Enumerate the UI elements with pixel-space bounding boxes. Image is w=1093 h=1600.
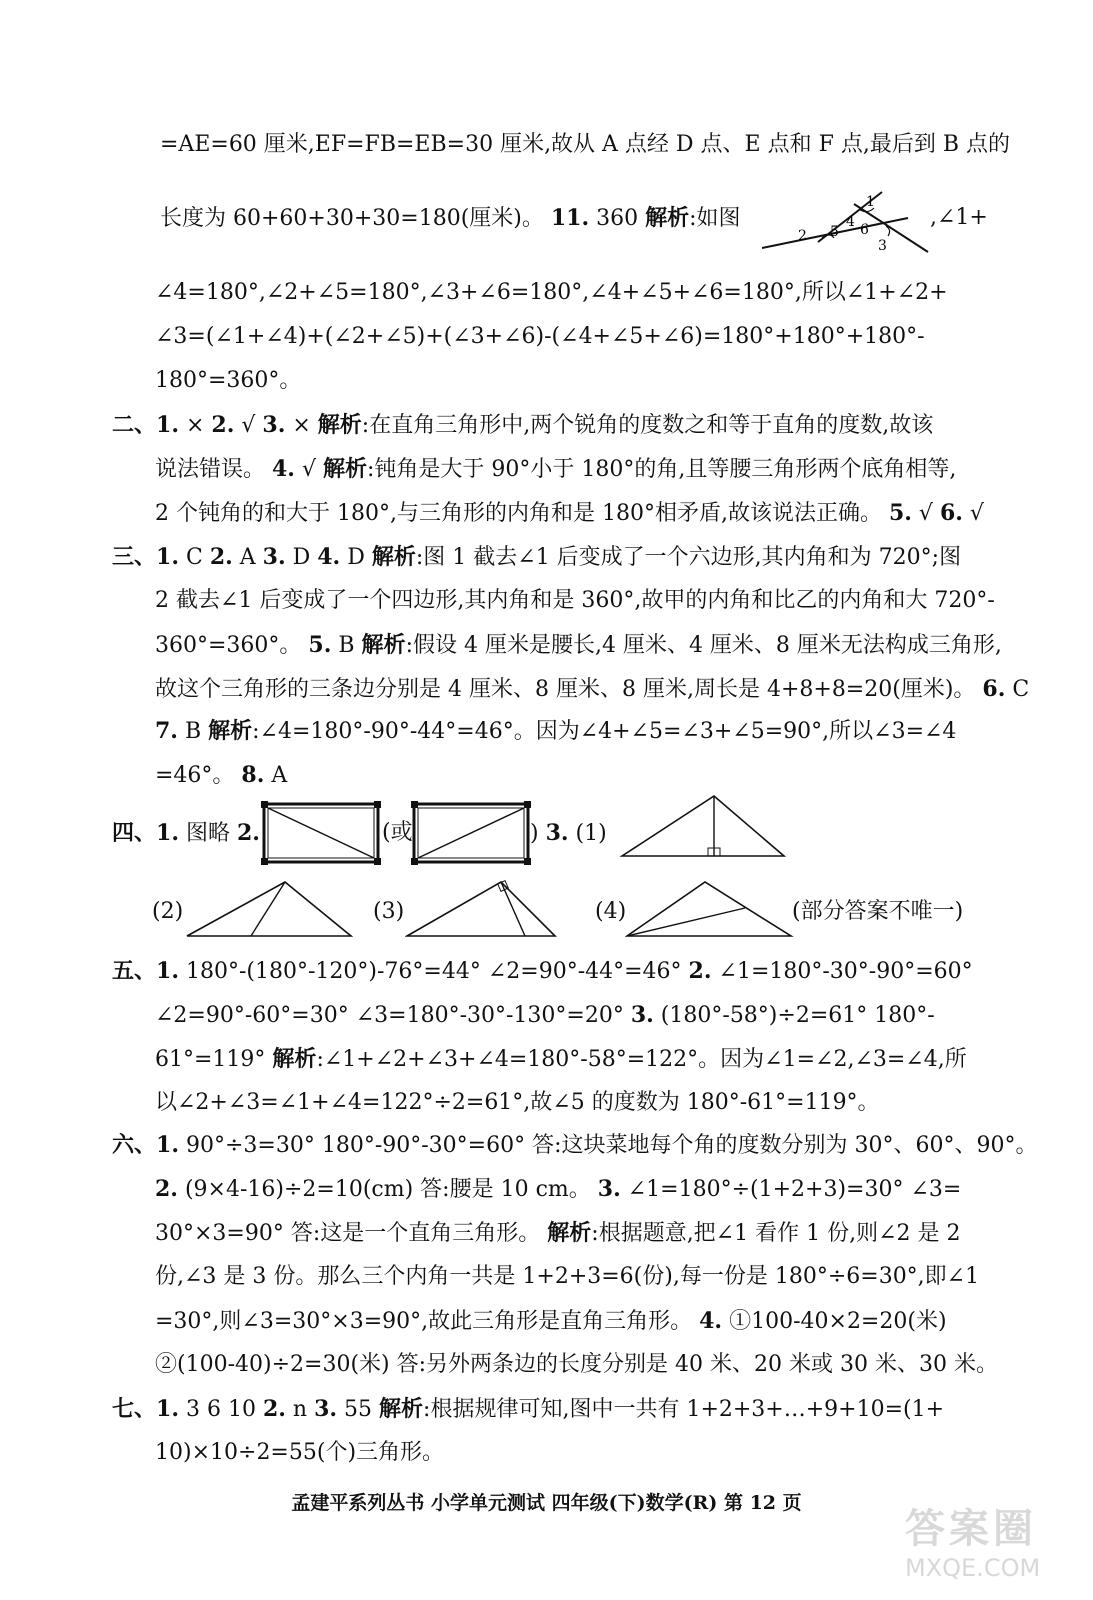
angle-label: 3 <box>878 238 887 254</box>
label-text: 2. <box>262 1396 286 1422</box>
angle-label: 4 <box>846 214 855 230</box>
body-text: ∠3=(∠1+∠4)+(∠2+∠5)+(∠3+∠6)-(∠4+∠5+∠6)=180°+180°+180°- <box>155 324 925 349</box>
body-text: ①100-40×2=20(米) <box>722 1309 947 1334</box>
label-text: 3. <box>262 544 286 570</box>
label-text: 1. <box>156 412 179 438</box>
figure-caption <box>152 897 183 927</box>
solution-line <box>155 498 984 529</box>
body-text: :如图 <box>689 206 741 231</box>
triangle-figure-4 <box>625 878 795 940</box>
solution-line <box>155 278 948 308</box>
body-text: 55 <box>337 1397 380 1422</box>
body-text: (或 <box>382 820 413 845</box>
body-text: 30°×3=90° 答:这是一个直角三角形。 <box>155 1221 548 1246</box>
label-text: 5. <box>308 632 332 658</box>
body-text: B <box>177 719 209 744</box>
label-text: 解析 <box>547 1220 592 1246</box>
body-text: :∠1+∠2+∠3+∠4=180°-58°=122°。因为∠1=∠2,∠3=∠4,所 <box>316 1047 967 1072</box>
label-text: 2. <box>688 958 712 984</box>
solution-line <box>155 1000 935 1031</box>
watermark-brand: 答案圈 <box>905 1506 1037 1552</box>
label-text: 6. <box>939 500 963 526</box>
body-text: :假设 4 厘米是腰长,4 厘米、4 厘米、8 厘米无法构成三角形, <box>405 633 1002 658</box>
angle-label: 5 <box>830 224 839 240</box>
solution-line <box>155 1218 961 1249</box>
solution-line <box>155 1306 947 1337</box>
body-text: 图略 <box>178 821 237 846</box>
body-text: n <box>285 1397 315 1422</box>
solution-line <box>112 410 933 441</box>
angle-label: 6 <box>860 222 869 238</box>
label-text: 解析 <box>317 412 362 438</box>
body-text: :∠4=180°-90°-44°=46°。因为∠4+∠5=∠3+∠5=90°,所以∠3=∠4 <box>252 719 957 744</box>
body-text: (2) <box>152 899 184 924</box>
body-text: × <box>285 413 318 438</box>
body-text: A <box>264 763 288 788</box>
body-text: (部分答案不唯一) <box>792 899 964 924</box>
body-text: ②(100-40)÷2=30(米) 答:另外两条边的长度分别是 40 米、20 米或 30 米、30 米。 <box>155 1352 998 1377</box>
body-text: 2 个钝角的和大于 180°,与三角形的内角和是 180°相矛盾,故该说法正确。 <box>155 501 889 526</box>
solution-line <box>155 1088 880 1118</box>
label-text: 解析 <box>371 544 416 570</box>
label-text: 二、 <box>112 412 157 438</box>
body-text: 说法错误。 <box>155 457 272 482</box>
label-text: 六、 <box>112 1132 157 1158</box>
body-text: :在直角三角形中,两个锐角的度数之和等于直角的度数,故该 <box>361 413 934 438</box>
body-text: 180°-(180°-120°)-76°=44° ∠2=90°-44°=46° <box>178 959 689 984</box>
body-text: ) <box>530 821 546 846</box>
watermark-url: MXQE.COM <box>905 1554 1041 1582</box>
label-text: 2. <box>209 544 233 570</box>
label-text: 解析 <box>272 1046 317 1072</box>
label-text: 3. <box>545 820 569 846</box>
label-text: 1. <box>156 958 179 984</box>
body-text: (9×4-16)÷2=10(cm) 答:腰是 10 cm。 <box>177 1177 598 1202</box>
body-text: 故这个三角形的三条边分别是 4 厘米、8 厘米、8 厘米,周长是 4+8+8=20(厘米)。 <box>155 677 983 702</box>
solution-line <box>155 1438 444 1468</box>
body-text: 61°=119° <box>155 1047 273 1072</box>
body-text: A <box>232 545 263 570</box>
solution-line <box>112 1130 1037 1161</box>
label-text: 五、 <box>112 958 157 984</box>
triangle-figure-2 <box>185 878 355 940</box>
angle-label: 1 <box>866 194 875 210</box>
body-text: 以∠2+∠3=∠1+∠4=122°÷2=61°,故∠5 的度数为 180°-61°=119°。 <box>155 1090 880 1115</box>
label-text: 解析 <box>645 205 690 231</box>
body-text: (180°-58°)÷2=61° 180°- <box>653 1003 935 1028</box>
label-text: 4. <box>317 544 341 570</box>
label-text: 1. <box>156 1132 179 1158</box>
solution-line <box>112 818 260 849</box>
body-text: C <box>1005 677 1030 702</box>
body-text: 360 <box>589 206 646 231</box>
watermark <box>905 1505 1085 1595</box>
body-text: 90°÷3=30° 180°-90°-30°=60° 答:这块菜地每个角的度数分别为 30°、60°、90°。 <box>178 1133 1038 1158</box>
label-text: 三、 <box>112 544 157 570</box>
label-text: 解析 <box>361 632 406 658</box>
label-text: 7. <box>155 718 178 744</box>
figure-caption <box>792 897 963 927</box>
body-text: 360°=360°。 <box>155 633 309 658</box>
body-text: :图 1 截去∠1 后变成了一个六边形,其内角和为 720°;图 <box>415 545 962 570</box>
solution-line <box>155 716 956 747</box>
page-footer: 孟建平系列丛书 小学单元测试 四年级(下)数学(R) 第 12 页 <box>291 1492 802 1514</box>
solution-line <box>155 1044 967 1075</box>
label-text: 8. <box>241 762 265 788</box>
body-text: =AE=60 厘米,EF=FB=EB=30 厘米,故从 A 点经 D 点、E 点和 F 点,最后到 B 点的 <box>160 132 1011 157</box>
solution-line <box>155 630 1002 661</box>
body-text: √ <box>911 501 940 526</box>
solution-line <box>112 542 961 573</box>
solution-line <box>160 203 741 234</box>
solution-line <box>155 760 287 791</box>
body-text: 2 截去∠1 后变成了一个四边形,其内角和是 360°,故甲的内角和比乙的内角和大 720°- <box>155 588 995 613</box>
solution-line <box>112 1394 944 1425</box>
angle-sum-figure <box>760 190 930 260</box>
solution-line <box>155 322 925 352</box>
body-text: C <box>178 545 210 570</box>
body-text: (1) <box>568 821 607 846</box>
body-text: =30°,则∠3=30°×3=90°,故此三角形是直角三角形。 <box>155 1309 700 1334</box>
solution-line <box>530 818 607 849</box>
body-text: =46°。 <box>155 763 242 788</box>
rectangle-diagonal-figure-1 <box>260 800 382 866</box>
label-text: 5. <box>888 500 912 526</box>
body-text: ,∠1+ <box>930 205 988 230</box>
solution-line <box>155 1350 998 1380</box>
body-text: ∠2=90°-60°=30° ∠3=180°-30°-130°=20° <box>155 1003 631 1028</box>
label-text: 4. <box>699 1308 723 1334</box>
label-text: 1. <box>156 544 179 570</box>
rectangle-diagonal-figure-2 <box>410 800 532 866</box>
label-text: 解析 <box>208 718 253 744</box>
label-text: 3. <box>597 1176 621 1202</box>
label-text: 3. <box>630 1002 654 1028</box>
solution-line <box>155 454 956 485</box>
label-text: 2. <box>211 412 235 438</box>
body-text: ∠4=180°,∠2+∠5=180°,∠3+∠6=180°,∠4+∠5+∠6=180°,所以∠1+∠2+ <box>155 280 948 305</box>
body-text: √ <box>962 501 984 526</box>
solution-line <box>155 1262 979 1292</box>
label-text: 1. <box>156 1396 179 1422</box>
figure-caption <box>595 897 626 927</box>
body-text: :根据题意,把∠1 看作 1 份,则∠2 是 2 <box>591 1221 961 1246</box>
label-text: 七、 <box>112 1396 157 1422</box>
body-text: D <box>285 545 318 570</box>
body-text: 3 6 10 <box>178 1397 263 1422</box>
label-text: 11. <box>550 205 590 231</box>
body-text: 180°=360°。 <box>155 368 302 393</box>
body-text: 份,∠3 是 3 份。那么三个内角一共是 1+2+3=6(份),每一份是 180°÷6=30°,即∠1 <box>155 1264 980 1289</box>
triangle-figure-3 <box>405 878 575 940</box>
body-text: × <box>178 413 212 438</box>
label-text: 2. <box>236 820 260 846</box>
label-text: 解析 <box>322 456 367 482</box>
body-text: 长度为 60+60+30+30=180(厘米)。 <box>160 206 551 231</box>
solution-line <box>930 203 988 233</box>
solution-line <box>112 956 973 987</box>
body-text: √ <box>234 413 263 438</box>
triangle-altitude-figure <box>618 790 788 860</box>
body-text: (4) <box>595 899 627 924</box>
body-text: ∠1=180°-30°-90°=60° <box>711 959 973 984</box>
body-text: (3) <box>373 899 405 924</box>
label-text: 3. <box>314 1396 338 1422</box>
label-text: 四、 <box>112 820 157 846</box>
solution-line <box>382 818 413 848</box>
solution-line <box>155 366 301 396</box>
figure-caption <box>373 897 404 927</box>
label-text: 6. <box>982 676 1006 702</box>
label-text: 2. <box>155 1176 178 1202</box>
label-text: 解析 <box>379 1396 424 1422</box>
angle-label: 2 <box>798 228 807 244</box>
solution-line <box>155 674 1029 705</box>
solution-line <box>155 586 995 616</box>
body-text: 10)×10÷2=55(个)三角形。 <box>155 1440 445 1465</box>
label-text: 1. <box>156 820 179 846</box>
label-text: 3. <box>262 412 286 438</box>
body-text: √ <box>294 457 323 482</box>
label-text: 4. <box>272 456 295 482</box>
body-text: ∠1=180°÷(1+2+3)=30° ∠3= <box>620 1177 962 1202</box>
body-text: :根据规律可知,图中一共有 1+2+3+…+9+10=(1+ <box>423 1397 945 1422</box>
body-text: B <box>331 633 362 658</box>
solution-line <box>160 130 1010 160</box>
solution-line <box>155 1174 961 1205</box>
body-text: :钝角是大于 90°小于 180°的角,且等腰三角形两个底角相等, <box>367 457 957 482</box>
body-text: D <box>340 545 372 570</box>
